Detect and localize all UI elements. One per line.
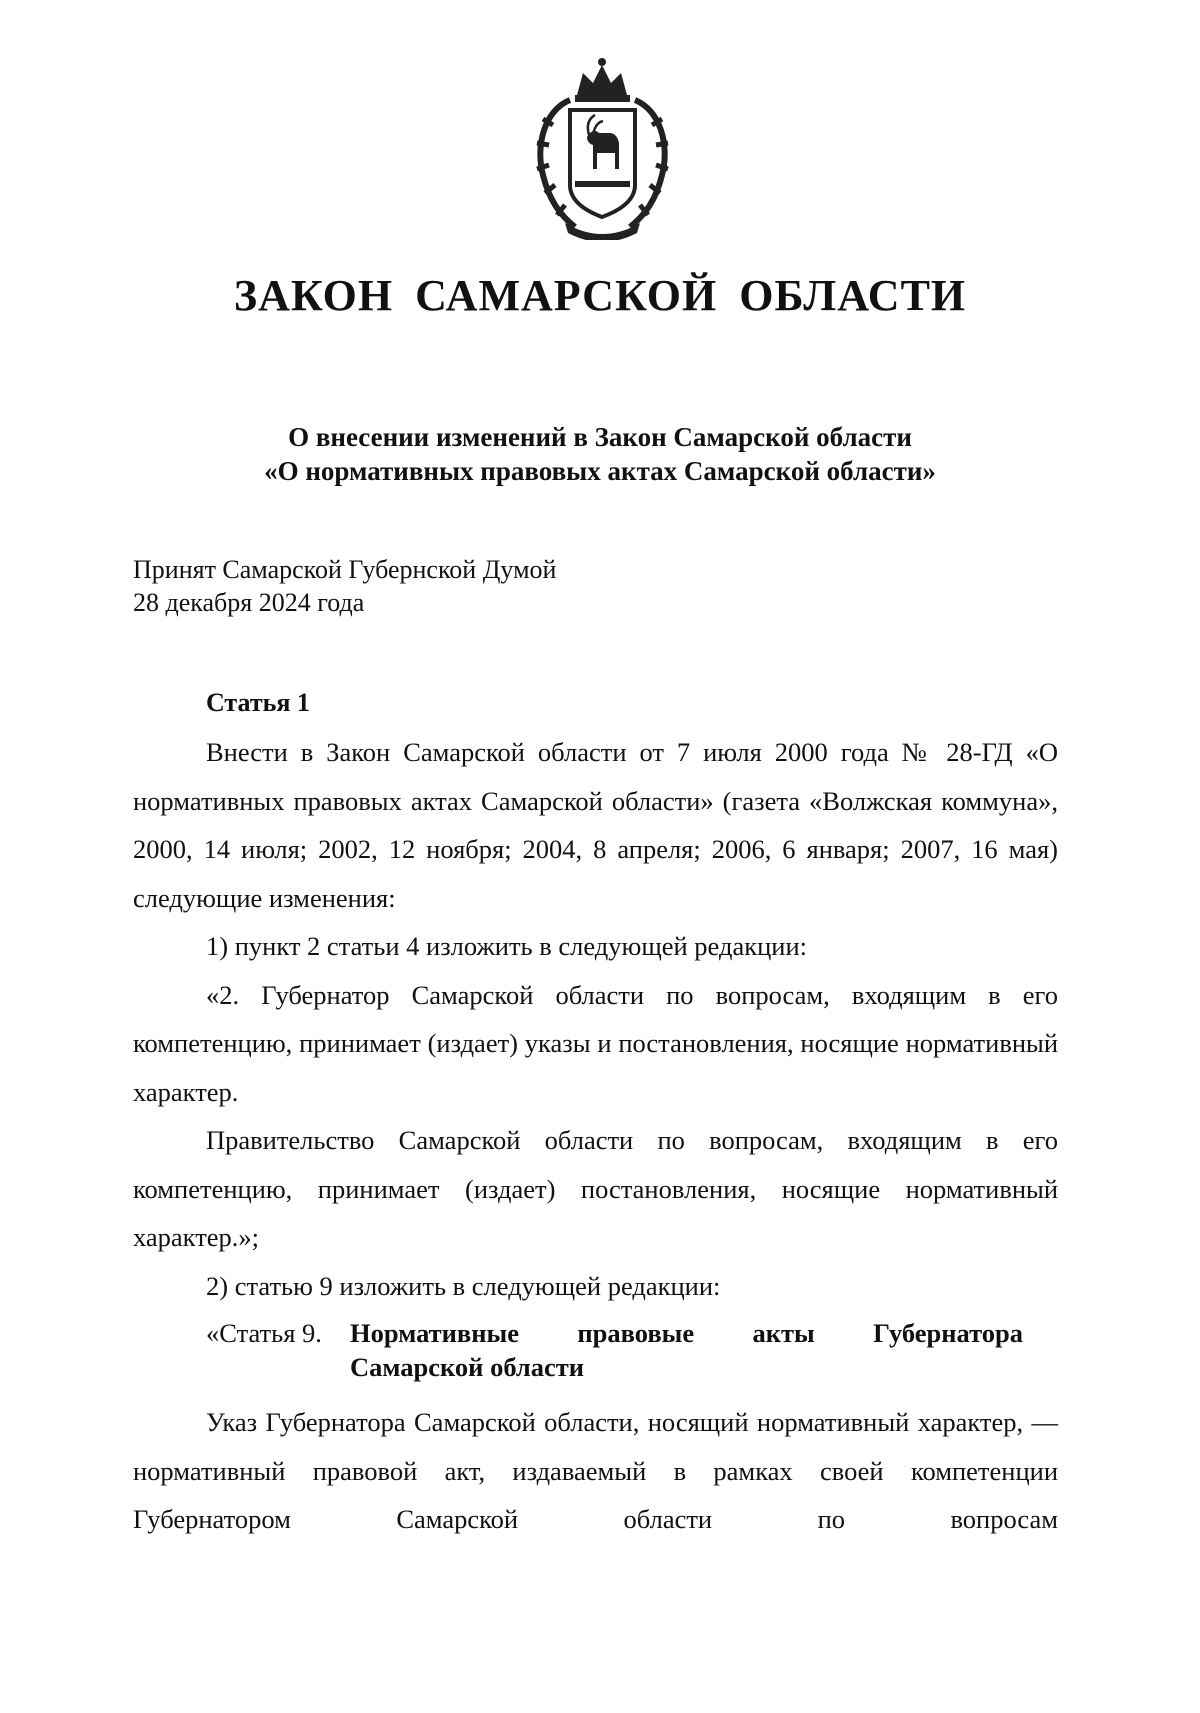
article-1-body [133, 728, 1058, 1544]
article-9-title-line-2: Самарской области [350, 1352, 585, 1382]
article-1-heading: Статья 1 [206, 688, 310, 717]
article-1-paragraph: 2) статью 9 изложить в следующей редакции: [206, 1270, 721, 1301]
article-1-paragraph: Внести в Закон Самарской области от 7 июля 2000 года № 28-ГД «О нормативных правовых актах Самарской области» (газета «Волжская коммуна», 2000, 14 июля; 2002, 12 ноября; 2004, 8 апреля; 2006, 6 января; 2007, 16 мая) следующие изменения: [133, 737, 1058, 913]
subtitle-line-2: «О нормативных правовых актах Самарской области» [264, 456, 936, 486]
article-1-paragraph: Правительство Самарской области по вопросам, входящим в его компетенцию, принимает (издает) постановления, носящие нормативный характер.»; [133, 1125, 1058, 1252]
subtitle-line-1: О внесении изменений в Закон Самарской области [288, 422, 912, 452]
article-1-paragraph: 1) пункт 2 статьи 4 изложить в следующей редакции: [206, 931, 807, 961]
adoption-info [133, 553, 556, 619]
adoption-date: 28 декабря 2024 года [133, 588, 365, 617]
article-9-title-line-1: Нормативные правовые акты Губернатора [350, 1318, 1023, 1348]
samara-coat-of-arms-icon [525, 55, 680, 240]
article-9-number: «Статья 9. [206, 1318, 322, 1348]
article-9-paragraph: Указ Губернатора Самарской области, носящий нормативный характер, — нормативный правовой акт, издаваемый в рамках своей компетенции Губернатором Самарской области по вопросам [133, 1407, 1058, 1534]
adopted-by: Принят Самарской Губернской Думой [133, 555, 557, 584]
article-9-heading [133, 1316, 1058, 1384]
article-9-title [350, 1316, 1023, 1384]
law-subtitle [0, 420, 1200, 488]
law-title: ЗАКОН САМАРСКОЙ ОБЛАСТИ [233, 271, 967, 320]
article-1-paragraph: «2. Губернатор Самарской области по вопросам, входящим в его компетенцию, принимает (издает) указы и постановления, носящие нормативный характер. [133, 979, 1058, 1107]
